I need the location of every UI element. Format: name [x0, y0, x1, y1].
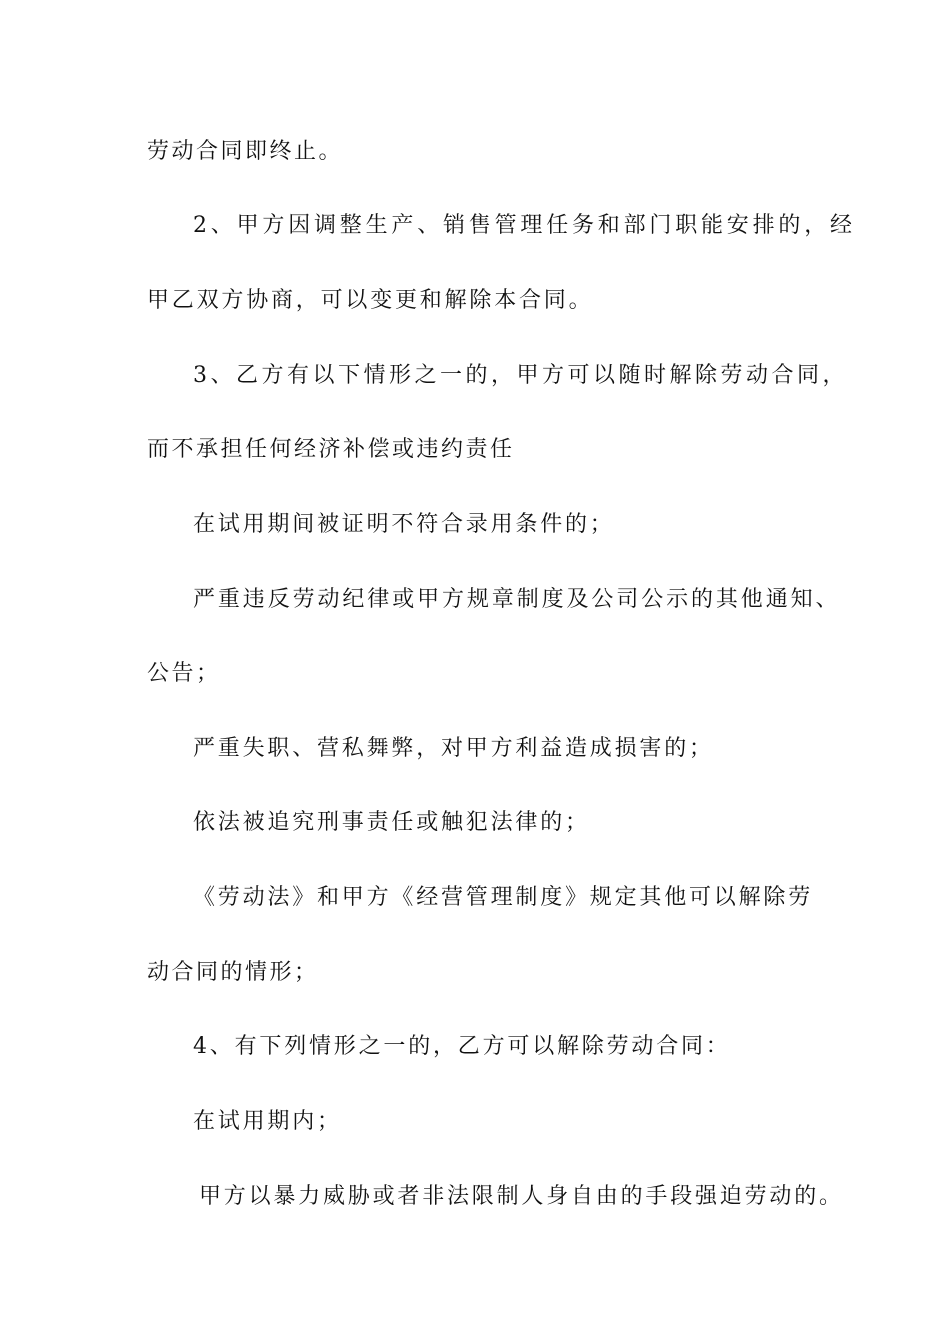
paragraph-line: 劳动合同即终止。 — [147, 139, 344, 164]
paragraph-line: 甲方以暴力威胁或者非法限制人身自由的手段强迫劳动的。 — [199, 1184, 844, 1209]
paragraph-line: 依法被追究刑事责任或触犯法律的； — [193, 810, 590, 835]
paragraph-line: 在试用期间被证明不符合录用条件的； — [193, 512, 615, 537]
paragraph-line: 严重违反劳动纪律或甲方规章制度及公司公示的其他通知、 — [193, 587, 841, 612]
paragraph-line: 2、甲方因调整生产、销售管理任务和部门职能安排的，经 — [193, 213, 856, 238]
paragraph-line: 3、乙方有以下情形之一的，甲方可以随时解除劳动合同， — [193, 363, 848, 388]
paragraph-line: 在试用期内； — [193, 1109, 342, 1134]
paragraph-line: 动合同的情形； — [147, 960, 319, 985]
paragraph-line: 甲乙双方协商，可以变更和解除本合同。 — [147, 288, 594, 313]
paragraph-line: 《劳动法》和甲方《经营管理制度》规定其他可以解除劳 — [193, 885, 814, 910]
paragraph-line: 严重失职、营私舞弊，对甲方利益造成损害的； — [193, 736, 714, 761]
paragraph-line: 而不承担任何经济补偿或违约责任 — [147, 437, 515, 462]
paragraph-line: 4、有下列情形之一的，乙方可以解除劳动合同： — [193, 1034, 731, 1059]
paragraph-line: 公告； — [147, 661, 221, 686]
